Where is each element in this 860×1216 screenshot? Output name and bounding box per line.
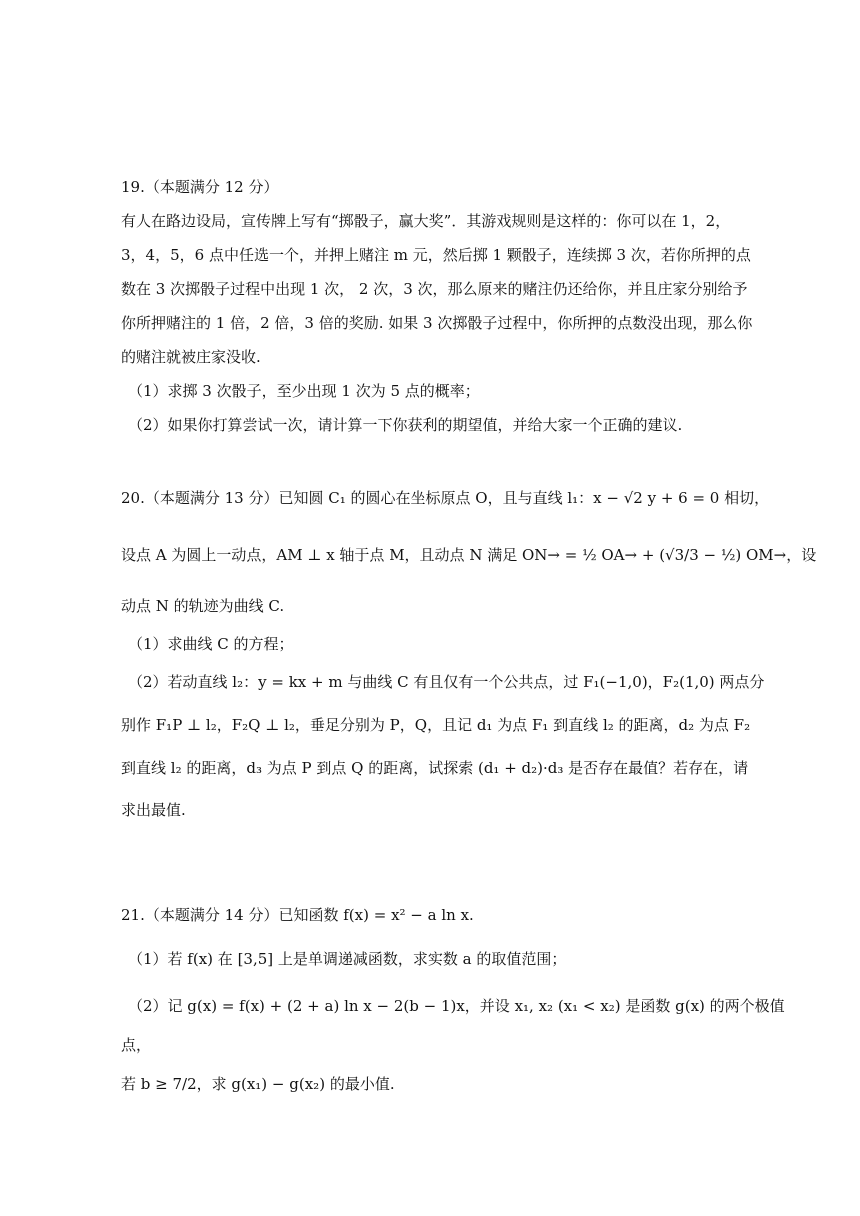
problem-20-part-2: （2）若动直线 l₂：y = kx + m 与曲线 C 有且仅有一个公共点，过 F₁(−1,0)，F₂(1,0) 两点分 xyxy=(128,673,765,691)
problem-20-line: 别作 F₁P ⊥ l₂，F₂Q ⊥ l₂，垂足分别为 P，Q，且记 d₁ 为点 F₁ 到直线 l₂ 的距离，d₂ 为点 F₂ xyxy=(121,716,751,734)
problem-21-part-2: （2）记 g(x) = f(x) + (2 + a) ln x − 2(b − 1)x，并设 x₁, x₂ (x₁ < x₂) 是函数 g(x) 的两个极值 xyxy=(128,997,785,1015)
problem-21-line: 若 b ≥ 7/2，求 g(x₁) − g(x₂) 的最小值. xyxy=(121,1075,395,1093)
problem-19-line: 的赌注就被庄家没收. xyxy=(121,348,261,366)
problem-20-line: 到直线 l₂ 的距离，d₃ 为点 P 到点 Q 的距离，试探索 (d₁ + d₂)·d₃ 是否存在最值？若存在，请 xyxy=(121,759,749,777)
problem-19-line: 数在 3 次掷骰子过程中出现 1 次， 2 次，3 次，那么原来的赌注仍还给你，并且庄家分别给予 xyxy=(121,280,748,298)
problem-19-line: 你所押赌注的 1 倍，2 倍，3 倍的奖励. 如果 3 次掷骰子过程中，你所押的点数没出现，那么你 xyxy=(121,314,753,332)
problem-20-line: 求出最值. xyxy=(121,801,186,819)
problem-19-heading: 19.（本题满分 12 分） xyxy=(121,178,279,196)
problem-19-part-2: （2）如果你打算尝试一次，请计算一下你获利的期望值，并给大家一个正确的建议. xyxy=(128,416,683,434)
problem-21-part-1: （1）若 f(x) 在 [3,5] 上是单调递减函数，求实数 a 的取值范围； xyxy=(128,950,567,968)
problem-20-heading: 20.（本题满分 13 分）已知圆 C₁ 的圆心在坐标原点 O，且与直线 l₁：x − √2 y + 6 = 0 相切， xyxy=(121,489,770,507)
problem-21-heading: 21.（本题满分 14 分）已知函数 f(x) = x² − a ln x. xyxy=(121,906,474,924)
problem-19-line: 3，4，5，6 点中任选一个，并押上赌注 m 元，然后掷 1 颗骰子，连续掷 3 次，若你所押的点 xyxy=(121,246,751,264)
problem-21-line: 点， xyxy=(121,1036,152,1054)
problem-19-line: 有人在路边设局，宣传牌上写有“掷骰子，赢大奖”．其游戏规则是这样的：你可以在 1，2， xyxy=(121,212,731,230)
problem-19-part-1: （1）求掷 3 次骰子，至少出现 1 次为 5 点的概率； xyxy=(128,382,480,400)
problem-20-part-1: （1）求曲线 C 的方程； xyxy=(128,635,294,653)
problem-20-line: 动点 N 的轨迹为曲线 C. xyxy=(121,597,285,615)
problem-20-line: 设点 A 为圆上一动点，AM ⊥ x 轴于点 M，且动点 N 满足 ON→ = ½ OA→ + (√3/3 − ½) OM→，设 xyxy=(121,546,817,564)
